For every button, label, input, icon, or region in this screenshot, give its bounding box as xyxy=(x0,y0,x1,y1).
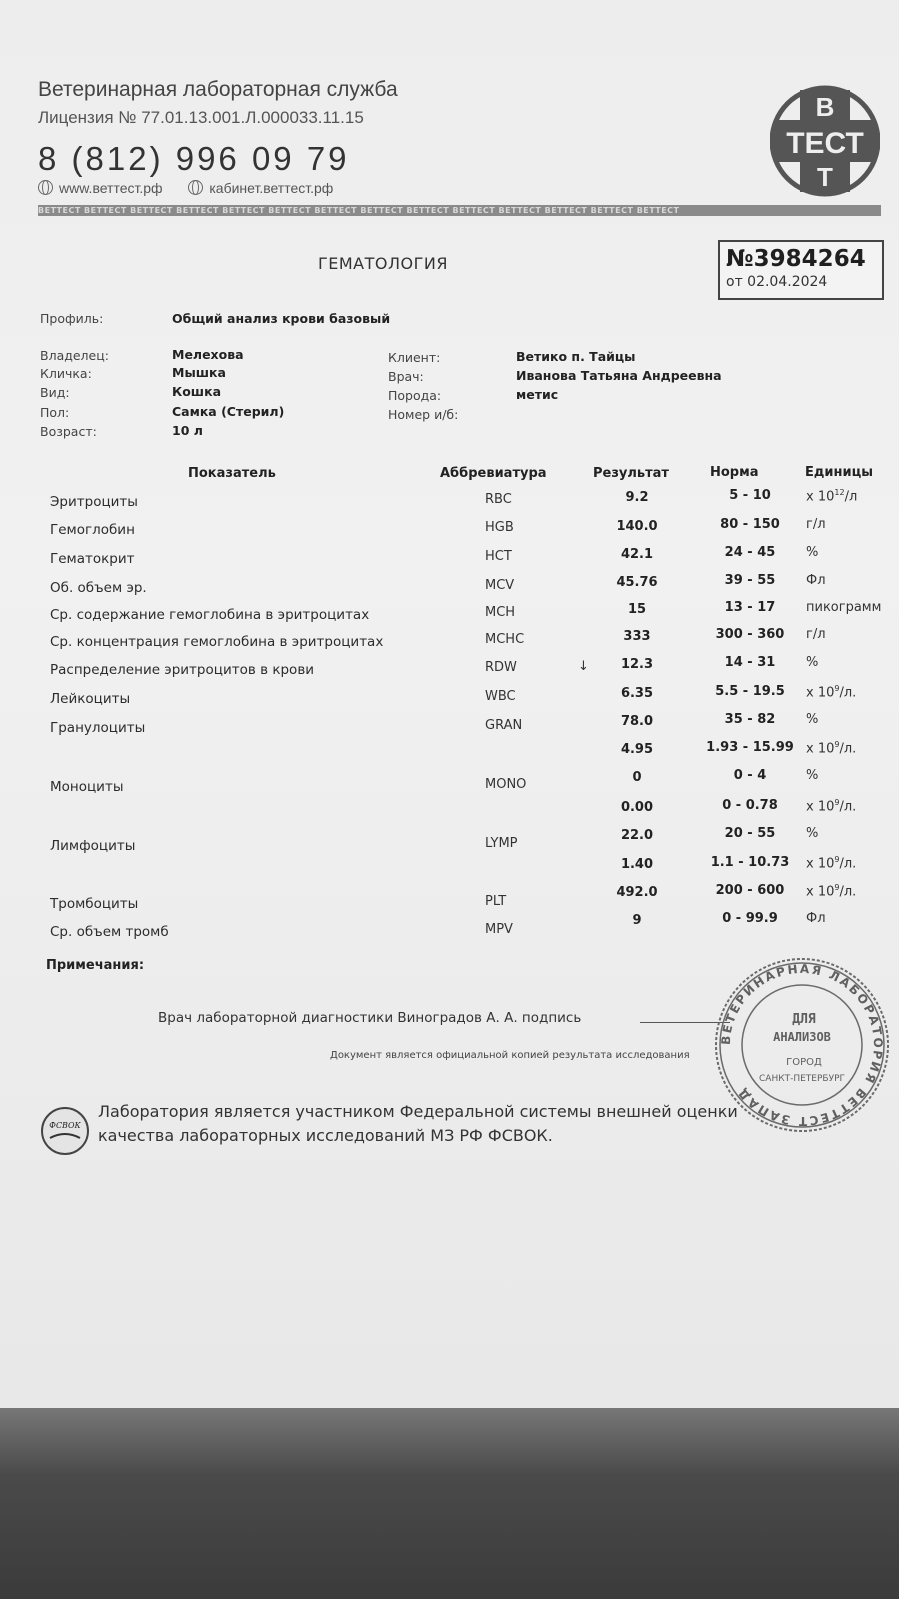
row-unit-base: x 10 xyxy=(806,741,835,757)
row-unit-tail: /л. xyxy=(839,884,857,900)
row-abbreviation: GRAN xyxy=(485,718,523,733)
row-norm: 5 - 10 xyxy=(729,488,771,503)
row-norm: 35 - 82 xyxy=(724,712,776,727)
row-unit-exponent: 9 xyxy=(834,883,840,892)
row-norm: 24 - 45 xyxy=(724,545,776,560)
fsvok-participation-text: Лаборатория является участником Федеральной системы внешней оценки качества лабораторных исследований МЗ РФ ФСВОК. xyxy=(98,1102,738,1145)
row-unit-tail: /л xyxy=(844,489,858,505)
row-indicator-name: Лейкоциты xyxy=(50,691,131,707)
logo-letter-top: В xyxy=(815,92,835,122)
row-norm: 0 - 4 xyxy=(733,768,767,783)
row-abbreviation: RDW xyxy=(485,660,517,675)
species-label: Вид: xyxy=(40,385,70,400)
row-unit-tail: /л. xyxy=(839,799,857,815)
row-result: 333 xyxy=(623,629,651,644)
row-unit xyxy=(806,883,856,899)
brand-strip: ВЕТТЕСТ ВЕТТЕСТ ВЕТТЕСТ ВЕТТЕСТ ВЕТТЕСТ ВЕТТЕСТ ВЕТТЕСТ ВЕТТЕСТ ВЕТТЕСТ ВЕТТЕСТ ВЕТТЕСТ ВЕТТЕСТ ВЕТТЕСТ ВЕТТЕСТ xyxy=(38,205,881,216)
owner-label: Владелец: xyxy=(40,348,109,363)
report-date: от 02.04.2024 xyxy=(726,274,828,290)
logo-word-middle: ТЕСТ xyxy=(786,127,864,160)
row-unit-tail: /л. xyxy=(839,685,857,701)
breed-label: Порода: xyxy=(388,388,442,403)
row-abbreviation: HGB xyxy=(485,520,514,535)
row-indicator-name: Ср. объем тромб xyxy=(50,924,169,940)
row-unit-base: % xyxy=(806,826,819,841)
row-unit-exponent: 9 xyxy=(834,798,840,807)
row-unit xyxy=(806,627,826,642)
row-indicator-name: Гематокрит xyxy=(50,551,135,567)
cabinet-link: кабинет.веттест.рф xyxy=(209,180,334,196)
age-value: 10 л xyxy=(172,423,203,438)
col-header-norm: Норма xyxy=(710,465,759,480)
row-unit xyxy=(806,826,818,841)
row-norm: 0 - 0.78 xyxy=(722,798,778,813)
row-unit-base: x 10 xyxy=(806,685,835,701)
logo-letter-bottom: Т xyxy=(817,162,833,192)
doctor-value: Иванова Татьяна Андреевна xyxy=(516,368,722,383)
row-unit-base: x 10 xyxy=(806,856,835,872)
row-abbreviation: MCV xyxy=(485,578,515,593)
row-unit xyxy=(806,911,826,926)
row-unit xyxy=(806,488,857,504)
row-norm: 20 - 55 xyxy=(724,826,776,841)
row-result: 42.1 xyxy=(620,547,654,562)
row-indicator-name: Распределение эритроцитов в крови xyxy=(50,662,315,678)
row-abbreviation: MONO xyxy=(485,777,527,792)
row-unit-exponent: 9 xyxy=(834,684,840,693)
stamp-line-4: САНКТ-ПЕТЕРБУРГ xyxy=(759,1074,845,1084)
stamp-ring-text: ВЕТЕРИНАРНАЯ ЛАБОРАТОРИЯ ВЕТТЕСТ ЗАПАД xyxy=(718,961,886,1129)
nickname-label: Кличка: xyxy=(40,366,92,381)
row-unit-base: пикограмм xyxy=(806,600,882,615)
row-unit-exponent: 9 xyxy=(834,855,840,864)
row-unit-base: x 10 xyxy=(806,884,835,900)
row-unit-exponent: 12 xyxy=(834,488,845,497)
row-unit-base: г/л xyxy=(806,517,826,532)
row-result: 140.0 xyxy=(616,519,658,534)
profile-value: Общий анализ крови базовый xyxy=(172,311,391,326)
globe-icon xyxy=(38,180,53,195)
row-indicator-name: Моноциты xyxy=(50,779,124,795)
row-unit-base: % xyxy=(806,545,819,560)
row-indicator-name: Ср. концентрация гемоглобина в эритроцитах xyxy=(50,634,384,650)
row-result: 0 xyxy=(632,770,642,785)
row-result: 78.0 xyxy=(620,714,654,729)
row-norm: 0 - 99.9 xyxy=(722,911,778,926)
client-label: Клиент: xyxy=(388,350,441,365)
row-result: 1.40 xyxy=(620,857,654,872)
row-indicator-name: Об. объем эр. xyxy=(50,580,147,596)
row-unit xyxy=(806,712,818,727)
row-indicator-name: Лимфоциты xyxy=(50,838,136,854)
row-unit-base: % xyxy=(806,712,819,727)
phone-number: 8 (812) 996 09 79 xyxy=(38,140,350,177)
row-abbreviation: WBC xyxy=(485,689,516,704)
doctor-label: Врач: xyxy=(388,369,424,384)
sex-label: Пол: xyxy=(40,405,70,420)
section-title: ГЕМАТОЛОГИЯ xyxy=(318,254,448,273)
website-link: www.веттест.рф xyxy=(59,180,163,196)
row-unit-base: x 10 xyxy=(806,489,835,505)
profile-label: Профиль: xyxy=(40,311,104,326)
stamp-line-2: АНАЛИЗОВ xyxy=(773,1030,831,1044)
col-header-abbr: Аббревиатура xyxy=(440,466,547,481)
globe-icon xyxy=(188,180,203,195)
row-abbreviation: PLT xyxy=(485,894,507,909)
row-low-flag-icon: ↓ xyxy=(578,659,589,674)
row-result: 4.95 xyxy=(620,742,654,757)
row-indicator-name: Тромбоциты xyxy=(50,896,139,912)
row-unit-base: г/л xyxy=(806,627,826,642)
col-header-name: Показатель xyxy=(188,466,276,481)
row-norm: 39 - 55 xyxy=(724,573,776,588)
row-unit-tail: /л. xyxy=(839,856,857,872)
row-unit xyxy=(806,740,856,756)
row-abbreviation: HCT xyxy=(485,549,512,564)
row-unit-exponent: 9 xyxy=(834,740,840,749)
row-norm: 1.1 - 10.73 xyxy=(710,855,790,870)
notes-label: Примечания: xyxy=(46,958,145,973)
fsvok-logo xyxy=(40,1106,90,1156)
lab-title: Ветеринарная лабораторная служба xyxy=(38,78,398,101)
age-label: Возраст: xyxy=(40,424,97,439)
row-indicator-name: Ср. содержание гемоглобина в эритроцитах xyxy=(50,607,370,623)
row-result: 0.00 xyxy=(620,800,654,815)
fsvok-logo-text: ФСВОК xyxy=(49,1121,81,1130)
client-value: Ветико п. Тайцы xyxy=(516,349,636,364)
report-number: №3984264 xyxy=(726,246,866,272)
row-norm: 1.93 - 15.99 xyxy=(706,740,794,755)
official-copy-note: Документ является официальной копией результата исследования xyxy=(330,1050,690,1061)
col-header-unit: Единицы xyxy=(805,465,873,480)
row-unit xyxy=(806,573,826,588)
vettest-logo xyxy=(770,82,880,200)
row-abbreviation: RBC xyxy=(485,492,512,507)
breed-value: метис xyxy=(516,387,559,402)
row-unit xyxy=(806,655,818,670)
row-unit xyxy=(806,768,818,783)
row-unit xyxy=(806,855,856,871)
species-value: Кошка xyxy=(172,384,221,399)
row-unit xyxy=(806,798,856,814)
lab-doctor-signature-line: Врач лабораторной диагностики Виноградов А. А. подпись xyxy=(158,1010,582,1026)
row-norm: 14 - 31 xyxy=(724,655,776,670)
row-result: 12.3 xyxy=(620,657,654,672)
owner-value: Мелехова xyxy=(172,347,244,362)
nickname-value: Мышка xyxy=(172,365,226,380)
row-result: 9.2 xyxy=(625,490,649,505)
row-result: 9 xyxy=(632,913,642,928)
chip-number-label: Номер и/б: xyxy=(388,407,459,422)
row-abbreviation: MPV xyxy=(485,922,513,937)
laboratory-stamp xyxy=(712,955,892,1135)
row-result: 45.76 xyxy=(616,575,658,590)
row-unit-base: % xyxy=(806,768,819,783)
row-unit xyxy=(806,517,826,532)
row-unit-base: Фл xyxy=(806,911,826,926)
row-unit xyxy=(806,545,818,560)
row-result: 6.35 xyxy=(620,686,654,701)
stamp-line-3: ГОРОД xyxy=(786,1057,822,1068)
row-result: 22.0 xyxy=(620,828,654,843)
row-unit xyxy=(806,684,856,700)
row-indicator-name: Гранулоциты xyxy=(50,720,146,736)
row-unit xyxy=(806,600,881,615)
stamp-line-1: ДЛЯ xyxy=(792,1012,816,1027)
row-abbreviation: MCHC xyxy=(485,632,525,647)
sex-value: Самка (Стерил) xyxy=(172,404,285,419)
license-number: Лицензия № 77.01.13.001.Л.000033.11.15 xyxy=(38,108,364,127)
row-indicator-name: Гемоглобин xyxy=(50,522,135,538)
row-abbreviation: LYMP xyxy=(485,836,518,851)
col-header-result: Результат xyxy=(593,466,669,481)
row-norm: 13 - 17 xyxy=(724,600,776,615)
background-surface xyxy=(0,1408,899,1599)
row-unit-base: x 10 xyxy=(806,799,835,815)
row-unit-base: % xyxy=(806,655,819,670)
row-unit-tail: /л. xyxy=(839,741,857,757)
row-unit-base: Фл xyxy=(806,573,826,588)
row-norm: 80 - 150 xyxy=(720,517,780,532)
row-indicator-name: Эритроциты xyxy=(50,494,138,510)
website-links xyxy=(38,180,333,196)
row-abbreviation: MCH xyxy=(485,605,516,620)
row-result: 15 xyxy=(627,602,647,617)
row-norm: 5.5 - 19.5 xyxy=(715,684,785,699)
row-result: 492.0 xyxy=(616,885,658,900)
report-number-box xyxy=(718,240,884,300)
row-norm: 200 - 600 xyxy=(715,883,785,898)
row-norm: 300 - 360 xyxy=(715,627,785,642)
